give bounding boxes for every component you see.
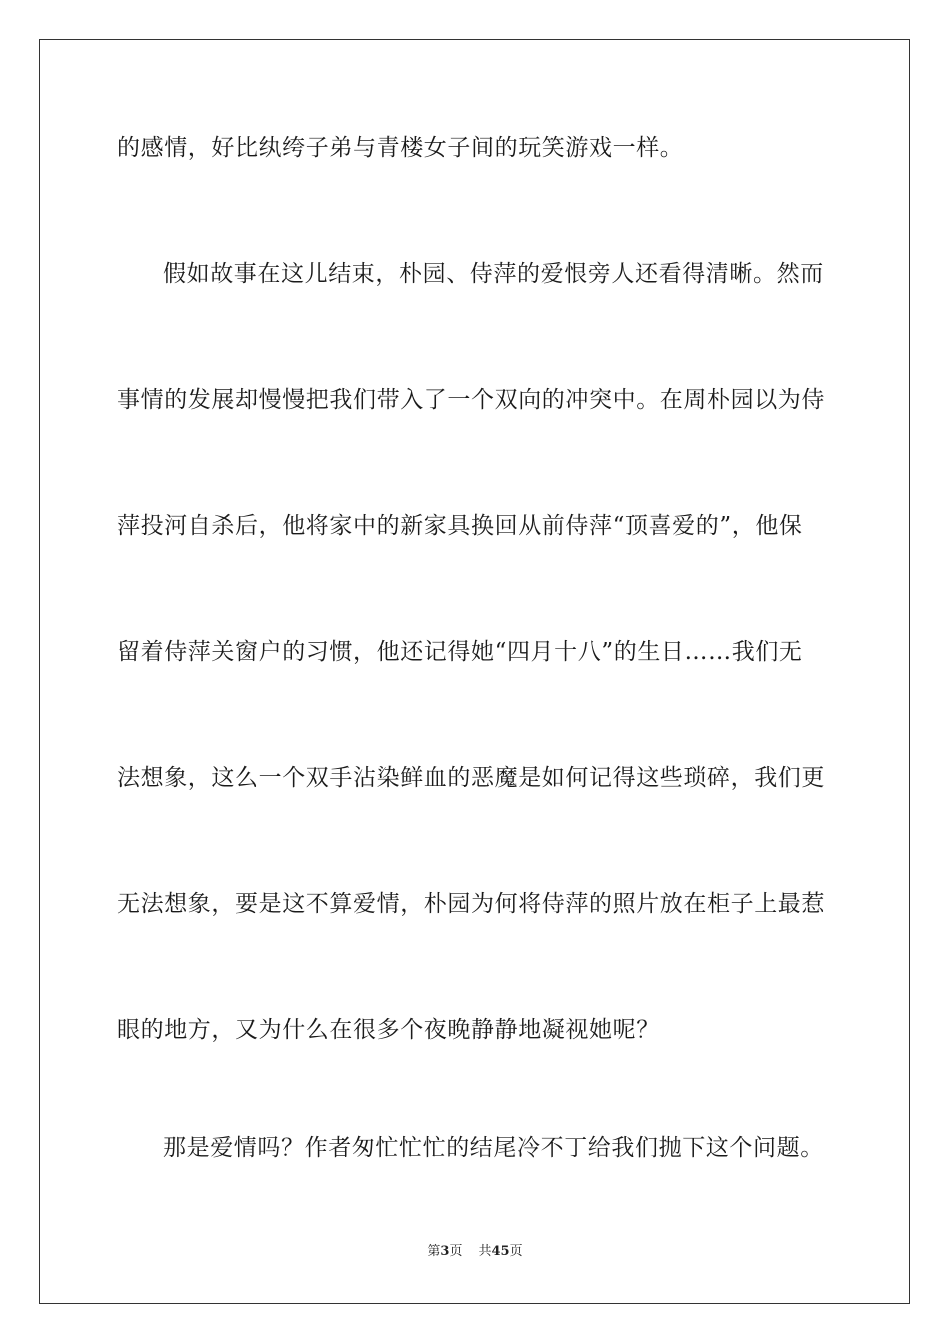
text-line-1: 的感情，好比纨绔子弟与青楼女子间的玩笑游戏一样。 <box>117 135 684 161</box>
text-line-5: 留着侍萍关窗户的习惯，他还记得她“四月十八”的生日……我们无 <box>117 639 803 665</box>
total-suffix: 页 <box>509 1244 523 1259</box>
page-prefix: 第 <box>427 1244 441 1259</box>
page-suffix: 页 <box>449 1244 463 1259</box>
text-line-8: 眼的地方，又为什么在很多个夜晚静静地凝视她呢？ <box>117 1017 660 1043</box>
text-line-9: 那是爱情吗？作者匆忙忙忙的结尾冷不丁给我们抛下这个问题。 <box>163 1135 824 1161</box>
page-border <box>39 39 910 1304</box>
total-pages: 45 <box>491 1244 510 1259</box>
text-line-2: 假如故事在这儿结束，朴园、侍萍的爱恨旁人还看得清晰。然而 <box>163 261 824 287</box>
page-footer <box>0 1243 950 1261</box>
total-prefix: 共 <box>478 1244 492 1259</box>
text-line-3: 事情的发展却慢慢把我们带入了一个双向的冲突中。在周朴园以为侍 <box>117 387 825 413</box>
page-number: 3 <box>440 1244 450 1259</box>
text-line-4: 萍投河自杀后，他将家中的新家具换回从前侍萍“顶喜爱的”，他保 <box>117 513 803 539</box>
text-line-6: 法想象，这么一个双手沾染鲜血的恶魔是如何记得这些琐碎，我们更 <box>117 765 825 791</box>
text-line-7: 无法想象，要是这不算爱情，朴园为何将侍萍的照片放在柜子上最惹 <box>117 891 825 917</box>
